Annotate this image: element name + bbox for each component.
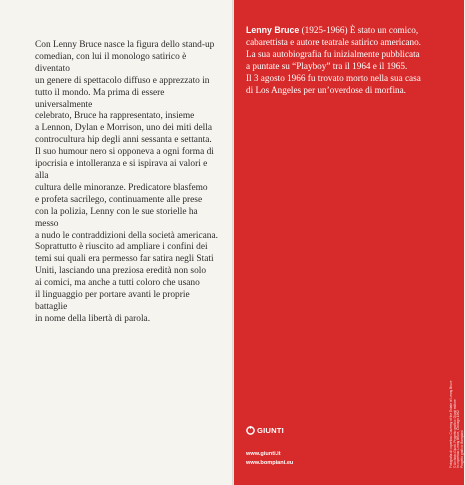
- back-cover-panel: [0, 0, 232, 485]
- author-bio-text: (1925-1966) È stato un comico, cabarettista e autore teatrale satirico americano. La sua autobiografia fu inizialmente pubblicata a puntate su “Playboy” tra il 1964 e il 1965. Il 3 agosto 1966 fu trovato morto nella sua casa di Los Angeles per un’overdose di morfina.: [246, 25, 421, 95]
- website-giunti-link[interactable]: www.giunti.it: [246, 451, 281, 457]
- cover-credits: Fotografia di copertina: Courtesy of the Estate of Lenny Bruce © Archivio Giunti. Progetto grafico: Giunti editore In copertina: Lenny Bruce, Chicago 1962 Progetto grafico: Bompiani: [449, 380, 465, 468]
- author-name: Lenny Bruce: [246, 25, 300, 35]
- author-bio: [246, 25, 458, 96]
- publisher-logo: [246, 426, 284, 435]
- giunti-logo-icon: [246, 426, 255, 435]
- cover-credits-container: [450, 324, 465, 468]
- website-bompiani-link[interactable]: www.bompiani.eu: [246, 460, 294, 466]
- author-flap-panel: [234, 0, 464, 485]
- publisher-name: GIUNTI: [257, 426, 284, 435]
- book-blurb: Con Lenny Bruce nasce la figura dello stand-up comedian, con lui il monologo satirico è diventato un genere di spettacolo diffuso e apprezzato in tutto il mondo. Ma prima di essere universalmente celebrato, Bruce ha rappresentato, insieme a Lennon, Dylan e Morrison, uno dei miti della controcultura hip degli anni sessanta e settanta. Il suo humour nero si opponeva a ogni forma di ipocrisia e intolleranza e si ispirava ai valori e alla cultura delle minoranze. Predicatore blasfemo e profeta sacrilego, continuamente alle prese con la polizia, Lenny con le sue storielle ha messo a nudo le contraddizioni della società americana. Soprattutto è riuscito ad ampliare i confini dei temi sui quali era permesso far satira negli Stati Uniti, lasciando una preziosa eredità non solo ai comici, ma anche a tutti coloro che usano il linguaggio per portare avanti le proprie battaglie in nome della libertà di parola.: [35, 40, 218, 324]
